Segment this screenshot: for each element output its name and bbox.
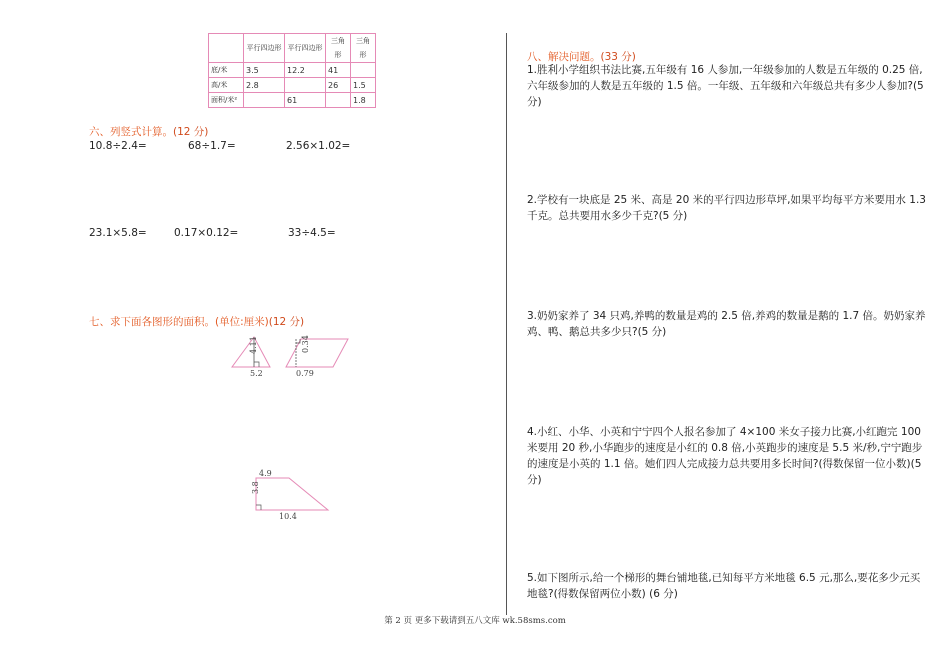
table-cell bbox=[351, 63, 376, 78]
table-row bbox=[209, 63, 376, 78]
calc-item: 33÷4.5= bbox=[288, 227, 336, 239]
problem-1: 1.胜利小学组织书法比赛,五年级有 16 人参加,一年级参加的人数是五年级的 0.25 倍,六年级参加的人数是五年级的 1.5 倍。一年级、五年级和六年级总共有多少人参加?(5 分) bbox=[527, 64, 924, 108]
table-cell: 61 bbox=[285, 93, 326, 108]
problem-5: 5.如下图所示,给一个梯形的舞台铺地毯,已知每平方米地毯 6.5 元,那么,要花多少元买地毯?(得数保留两位小数) (6 分) bbox=[527, 572, 921, 600]
trapezoid-height-label: 3.8 bbox=[251, 481, 260, 494]
column-divider bbox=[506, 33, 507, 615]
trapezoid-shape bbox=[256, 478, 328, 510]
section-6-points: (12 分) bbox=[173, 126, 209, 138]
data-table bbox=[208, 33, 376, 108]
table-header-cell: 三角形 bbox=[351, 34, 376, 63]
trapezoid-bottom-label: 10.4 bbox=[279, 512, 297, 521]
table-row-label: 高/米 bbox=[209, 78, 244, 93]
table-header-cell: 三角形 bbox=[326, 34, 351, 63]
section-8-title: 八、解决问题。 bbox=[527, 51, 601, 63]
parallelogram-shape bbox=[286, 339, 348, 367]
trapezoid-figure bbox=[243, 466, 338, 522]
table-header-cell: 平行四边形 bbox=[285, 34, 326, 63]
calc-item: 2.56×1.02= bbox=[286, 140, 351, 152]
table-cell bbox=[244, 93, 285, 108]
calc-item: 0.17×0.12= bbox=[174, 227, 239, 239]
table-corner-cell bbox=[209, 34, 244, 63]
right-angle-mark bbox=[254, 362, 259, 367]
parallelogram-base-label: 0.79 bbox=[296, 369, 314, 378]
section-7-title: 七、求下面各图形的面积。(单位:厘米) bbox=[89, 316, 269, 328]
triangle-height-label: 4.11 bbox=[249, 336, 258, 354]
triangle-parallelogram-figures bbox=[228, 334, 358, 380]
problem-3: 3.奶奶家养了 34 只鸡,养鸭的数量是鸡的 2.5 倍,养鸡的数量是鹅的 1.7 倍。奶奶家养鸡、鸭、鹅总共多少只?(5 分) bbox=[527, 310, 926, 338]
table-cell bbox=[285, 78, 326, 93]
section-7-heading bbox=[89, 314, 304, 329]
problem-4: 4.小红、小华、小英和宁宁四个人报名参加了 4×100 米女子接力比赛,小红跑完 100 米要用 20 秒,小华跑步的速度是小红的 0.8 倍,小英跑步的速度是 5.5 米/秒,宁宁跑步的速度是小英的 1.1 倍。她们四人完成接力总共要用多长时间?(得数保留一位小数)(5 分) bbox=[527, 426, 923, 486]
table-header-row bbox=[209, 34, 376, 63]
table-header-cell: 平行四边形 bbox=[244, 34, 285, 63]
section-6-heading bbox=[89, 124, 208, 139]
calc-item: 10.8÷2.4= bbox=[89, 140, 147, 152]
table-cell bbox=[326, 93, 351, 108]
section-6-title: 六、列竖式计算。 bbox=[89, 126, 173, 138]
right-angle-mark bbox=[256, 505, 261, 510]
table-cell: 1.8 bbox=[351, 93, 376, 108]
calc-item: 23.1×5.8= bbox=[89, 227, 147, 239]
table-row bbox=[209, 78, 376, 93]
table-cell: 12.2 bbox=[285, 63, 326, 78]
section-8-points: (33 分) bbox=[600, 51, 636, 63]
trapezoid-top-label: 4.9 bbox=[259, 469, 272, 478]
calc-item: 68÷1.7= bbox=[188, 140, 236, 152]
page-footer: 第 2 页 更多下载请到五八文库 wk.58sms.com bbox=[384, 616, 566, 626]
table-row bbox=[209, 93, 376, 108]
triangle-base-label: 5.2 bbox=[250, 369, 263, 378]
table-row-label: 面积/米² bbox=[209, 93, 244, 108]
table-cell: 26 bbox=[326, 78, 351, 93]
table-cell: 41 bbox=[326, 63, 351, 78]
section-7-points: (12 分) bbox=[268, 316, 305, 328]
table-cell: 3.5 bbox=[244, 63, 285, 78]
parallelogram-height-label: 0.34 bbox=[301, 335, 310, 353]
table-row-label: 底/米 bbox=[209, 63, 244, 78]
problem-2: 2.学校有一块底是 25 米、高是 20 米的平行四边形草坪,如果平均每平方米要用水 1.3 千克。总共要用水多少千克?(5 分) bbox=[527, 194, 926, 222]
table-cell: 1.5 bbox=[351, 78, 376, 93]
table-cell: 2.8 bbox=[244, 78, 285, 93]
